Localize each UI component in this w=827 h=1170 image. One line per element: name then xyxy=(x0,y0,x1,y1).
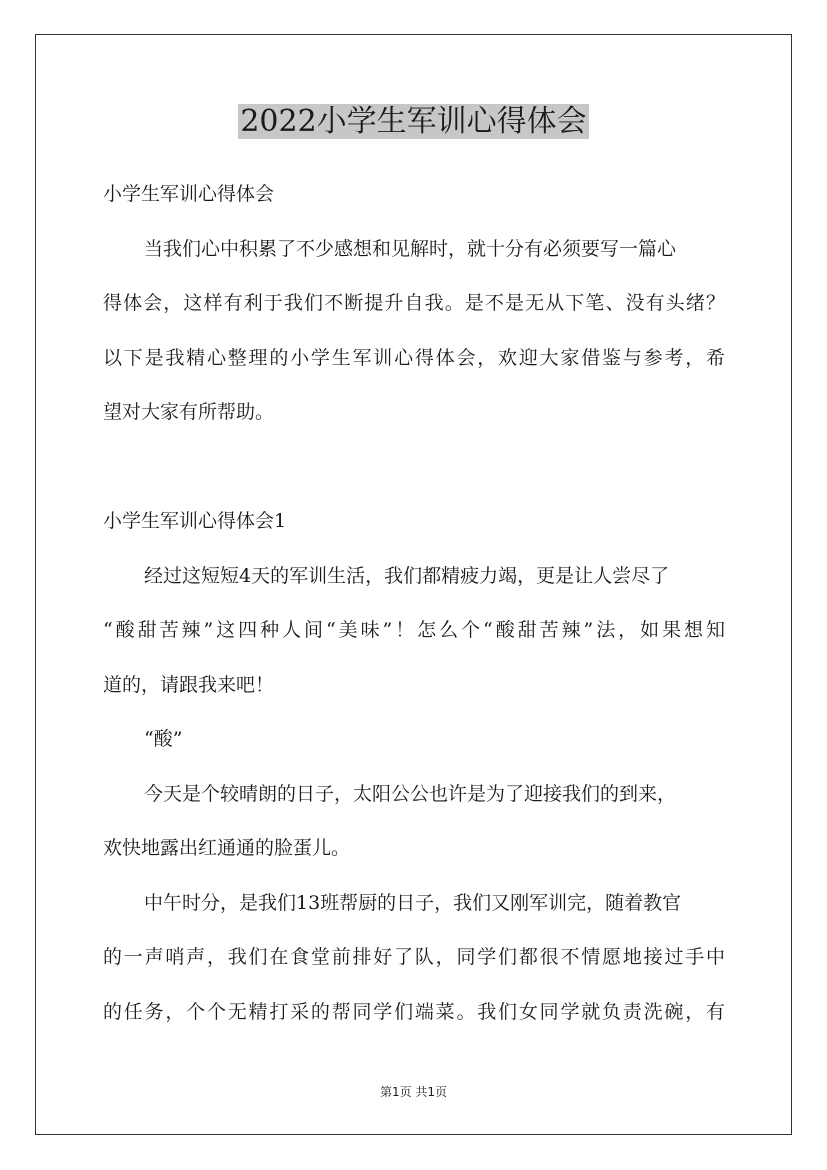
section-heading: 小学生军训心得体会1 xyxy=(103,510,287,532)
paragraph-line: 的一声哨声，我们在食堂前排好了队，同学们都很不情愿地接过手中 xyxy=(103,946,725,968)
document-title xyxy=(0,100,827,144)
paragraph-line: 望对大家有所帮助。 xyxy=(103,401,275,423)
paragraph-line: 以下是我精心整理的小学生军训心得体会，欢迎大家借鉴与参考，希 xyxy=(103,347,725,369)
paragraph-line: 道的，请跟我来吧！ xyxy=(103,674,275,696)
paragraph-line: “酸甜苦辣”这四种人间“美味”！怎么个“酸甜苦辣”法，如果想知 xyxy=(103,619,725,641)
paragraph-line: 当我们心中积累了不少感想和见解时，就十分有必须要写一篇心 xyxy=(144,238,677,260)
paragraph-line: 的任务，个个无精打采的帮同学们端菜。我们女同学就负责洗碗，有 xyxy=(103,1001,725,1023)
paragraph-line: 欢快地露出红通通的脸蛋儿。 xyxy=(103,837,351,859)
paragraph-line: 经过这短短4天的军训生活，我们都精疲力竭，更是让人尝尽了 xyxy=(144,565,670,587)
page-footer: 第1页 共1页 xyxy=(379,1085,448,1099)
title-text: 2022小学生军训心得体会 xyxy=(240,104,587,139)
paragraph-line: 中午时分，是我们13班帮厨的日子，我们又刚军训完，随着教官 xyxy=(144,892,682,914)
subtitle: 小学生军训心得体会 xyxy=(103,183,275,205)
paragraph-line: “酸” xyxy=(144,728,183,750)
paragraph-line: 今天是个较晴朗的日子，太阳公公也许是为了迎接我们的到来， xyxy=(144,783,677,805)
paragraph-line: 得体会，这样有利于我们不断提升自我。是不是无从下笔、没有头绪？ xyxy=(103,292,725,314)
